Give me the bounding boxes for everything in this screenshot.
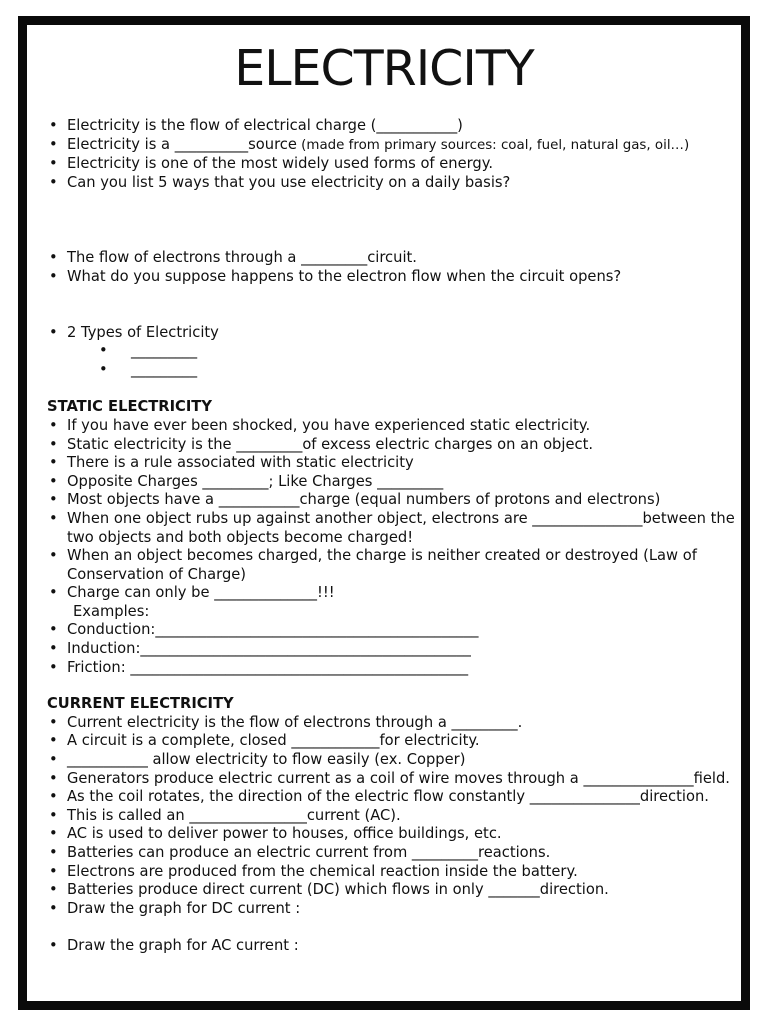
- current-item: • Current electricity is the flow of electrons through a _________.: [47, 714, 742, 733]
- current-list: [47, 714, 742, 919]
- static-item: • Opposite Charges _________; Like Charges _________: [47, 473, 742, 492]
- page-title: ELECTRICITY: [234, 40, 534, 97]
- static-item: • If you have ever been shocked, you have experienced static electricity.: [47, 417, 742, 436]
- static-item: • When an object becomes charged, the charge is neither created or destroyed (Law of Conservation of Charge): [47, 547, 742, 584]
- current-item: • Electrons are produced from the chemical reaction inside the battery.: [47, 863, 742, 882]
- current-item: • Batteries produce direct current (DC) which flows in only _______direction.: [47, 881, 742, 900]
- intro-item-note: (made from primary sources: coal, fuel, natural gas, oil…): [296, 137, 690, 153]
- static-item: • Charge can only be ______________!!!: [47, 584, 742, 603]
- current-item: • Generators produce electric current as a coil of wire moves through a _______________field.: [47, 770, 742, 789]
- section-gap: [47, 379, 742, 398]
- intro-item: • Electricity is the flow of electrical charge (___________): [47, 117, 742, 136]
- current-item: • ___________ allow electricity to flow easily (ex. Copper): [47, 751, 742, 770]
- answer-space: [47, 918, 742, 937]
- current-list-end: [47, 937, 742, 956]
- section-gap: [47, 677, 742, 695]
- static-item: • Most objects have a ___________charge (equal numbers of protons and electrons): [47, 491, 742, 510]
- worksheet-content: [47, 117, 742, 956]
- worksheet-frame: [18, 16, 750, 1010]
- current-item: • A circuit is a complete, closed ____________for electricity.: [47, 732, 742, 751]
- static-item: • Static electricity is the _________of excess electric charges on an object.: [47, 436, 742, 455]
- intro-item-text: Electricity is a __________source: [67, 135, 297, 153]
- examples-label: Examples:: [73, 602, 150, 620]
- types-blank: • _________: [47, 342, 742, 361]
- current-item: • Draw the graph for AC current :: [47, 937, 742, 956]
- current-item: • As the coil rotates, the direction of the electric flow constantly _______________direction.: [47, 788, 742, 807]
- intro-item: [47, 136, 742, 156]
- static-list: [47, 417, 742, 677]
- intro-item: • Electricity is one of the most widely used forms of energy.: [47, 155, 742, 174]
- circuit-list: [47, 249, 742, 286]
- example-item: • Conduction:____________________________________________: [47, 621, 742, 640]
- current-heading: CURRENT ELECTRICITY: [47, 695, 234, 713]
- example-item: • Induction:_____________________________________________: [47, 640, 742, 659]
- example-item: • Friction: ______________________________________________: [47, 659, 742, 678]
- circuit-item: • The flow of electrons through a _________circuit.: [47, 249, 742, 268]
- static-heading: STATIC ELECTRICITY: [47, 398, 212, 416]
- current-item: • AC is used to deliver power to houses, office buildings, etc.: [47, 825, 742, 844]
- current-item: • Draw the graph for DC current :: [47, 900, 742, 919]
- current-item: • This is called an ________________current (AC).: [47, 807, 742, 826]
- types-list: [47, 324, 742, 380]
- current-item: • Batteries can produce an electric current from _________reactions.: [47, 844, 742, 863]
- types-blank: • _________: [47, 361, 742, 380]
- types-label: • 2 Types of Electricity: [47, 324, 742, 343]
- intro-item: • Can you list 5 ways that you use electricity on a daily basis?: [47, 174, 742, 193]
- static-item: • When one object rubs up against another object, electrons are _______________between the two objects and both objects become charged!: [47, 510, 742, 547]
- answer-space: [47, 192, 742, 249]
- intro-list: [47, 117, 742, 192]
- answer-space: [47, 287, 742, 324]
- static-item: • There is a rule associated with static electricity: [47, 454, 742, 473]
- circuit-item: • What do you suppose happens to the electron flow when the circuit opens?: [47, 268, 742, 287]
